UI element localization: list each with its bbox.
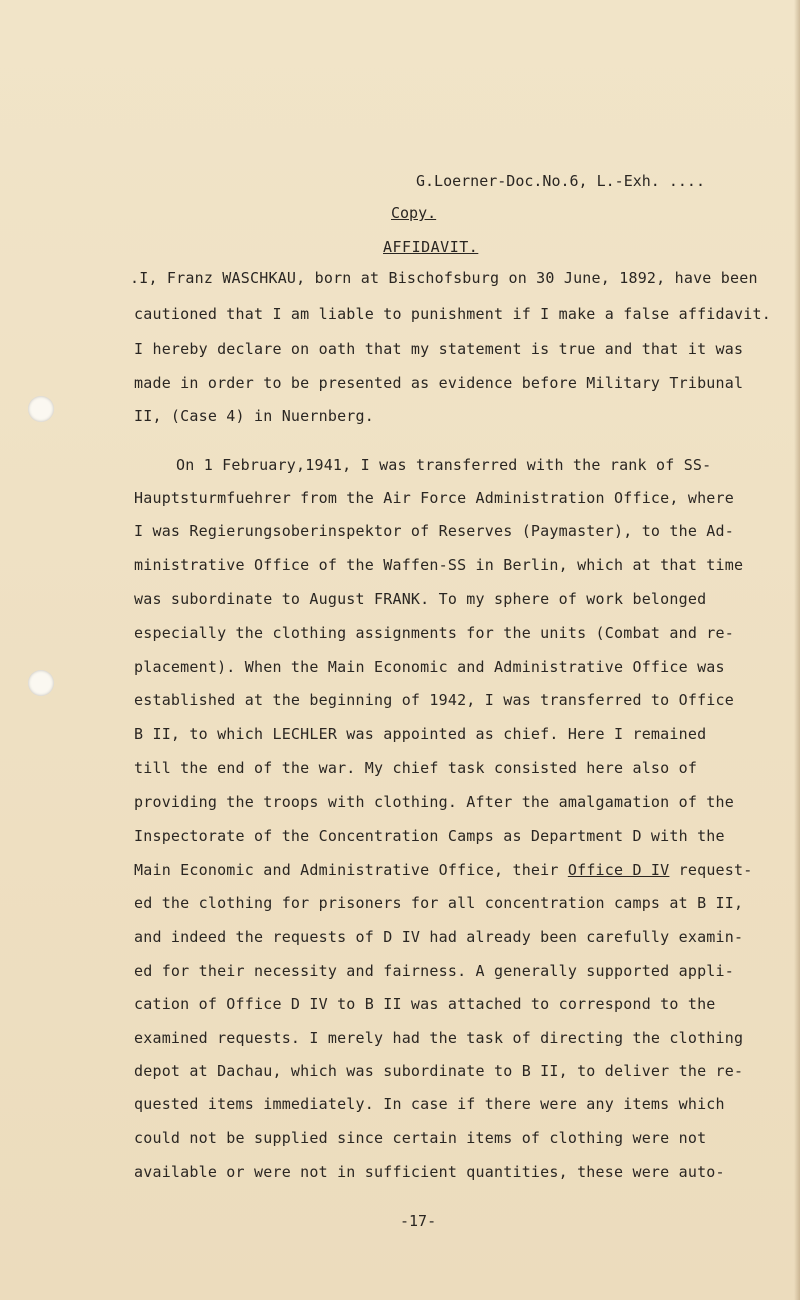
text-line: was subordinate to August FRANK. To my sphere of work belonged [134,590,707,608]
text-line: could not be supplied since certain items of clothing were not [134,1129,707,1147]
text-line: Inspectorate of the Concentration Camps as Department D with the [134,827,725,845]
text-line: Hauptsturmfuehrer from the Air Force Administration Office, where [134,489,734,507]
copy-label: Copy. [391,204,437,222]
text-line: depot at Dachau, which was subordinate to B II, to deliver the re- [134,1062,744,1080]
text-line: and indeed the requests of D IV had already been carefully examin- [134,928,744,946]
text-line: quested items immediately. In case if there were any items which [134,1095,725,1113]
text-line [134,860,752,880]
text-segment: request- [669,861,753,879]
text-line: till the end of the war. My chief task consisted here also of [134,759,698,777]
text-line: providing the troops with clothing. After the amalgamation of the [134,793,734,811]
text-segment: Main Economic and Administrative Office, their [134,861,568,879]
underlined-office: Office D IV [567,861,670,879]
text-line: ed the clothing for prisoners for all concentration camps at B II, [134,894,744,912]
document-title: AFFIDAVIT. [383,238,479,256]
text-line: examined requests. I merely had the task of directing the clothing [134,1029,744,1047]
text-line: .I, Franz WASCHKAU, born at Bischofsburg on 30 June, 1892, have been [130,269,758,287]
text-line: especially the clothing assignments for the units (Combat and re- [134,624,734,642]
text-line: established at the beginning of 1942, I was transferred to Office [134,691,734,709]
text-line: I was Regierungsoberinspektor of Reserves (Paymaster), to the Ad- [134,522,734,540]
text-line: cautioned that I am liable to punishment if I make a false affidavit. [134,305,771,323]
page-number: -17- [400,1212,437,1230]
text-line: placement). When the Main Economic and Administrative Office was [134,658,725,676]
text-line: I hereby declare on oath that my statement is true and that it was [134,340,744,358]
text-line: made in order to be presented as evidence before Military Tribunal [134,374,744,392]
text-line: B II, to which LECHLER was appointed as chief. Here I remained [134,725,707,743]
text-line: ed for their necessity and fairness. A generally supported appli- [134,962,734,980]
text-line: ministrative Office of the Waffen-SS in Berlin, which at that time [134,556,744,574]
text-line: On 1 February,1941, I was transferred with the rank of SS- [176,456,712,474]
paper-edge [794,0,800,1300]
punch-hole-icon [28,670,54,696]
punch-hole-icon [28,396,54,422]
text-line: II, (Case 4) in Nuernberg. [134,407,374,425]
text-line: cation of Office D IV to B II was attached to correspond to the [134,995,716,1013]
text-line: available or were not in sufficient quantities, these were auto- [134,1163,725,1181]
document-reference: G.Loerner-Doc.No.6, L.-Exh. .... [416,172,705,190]
